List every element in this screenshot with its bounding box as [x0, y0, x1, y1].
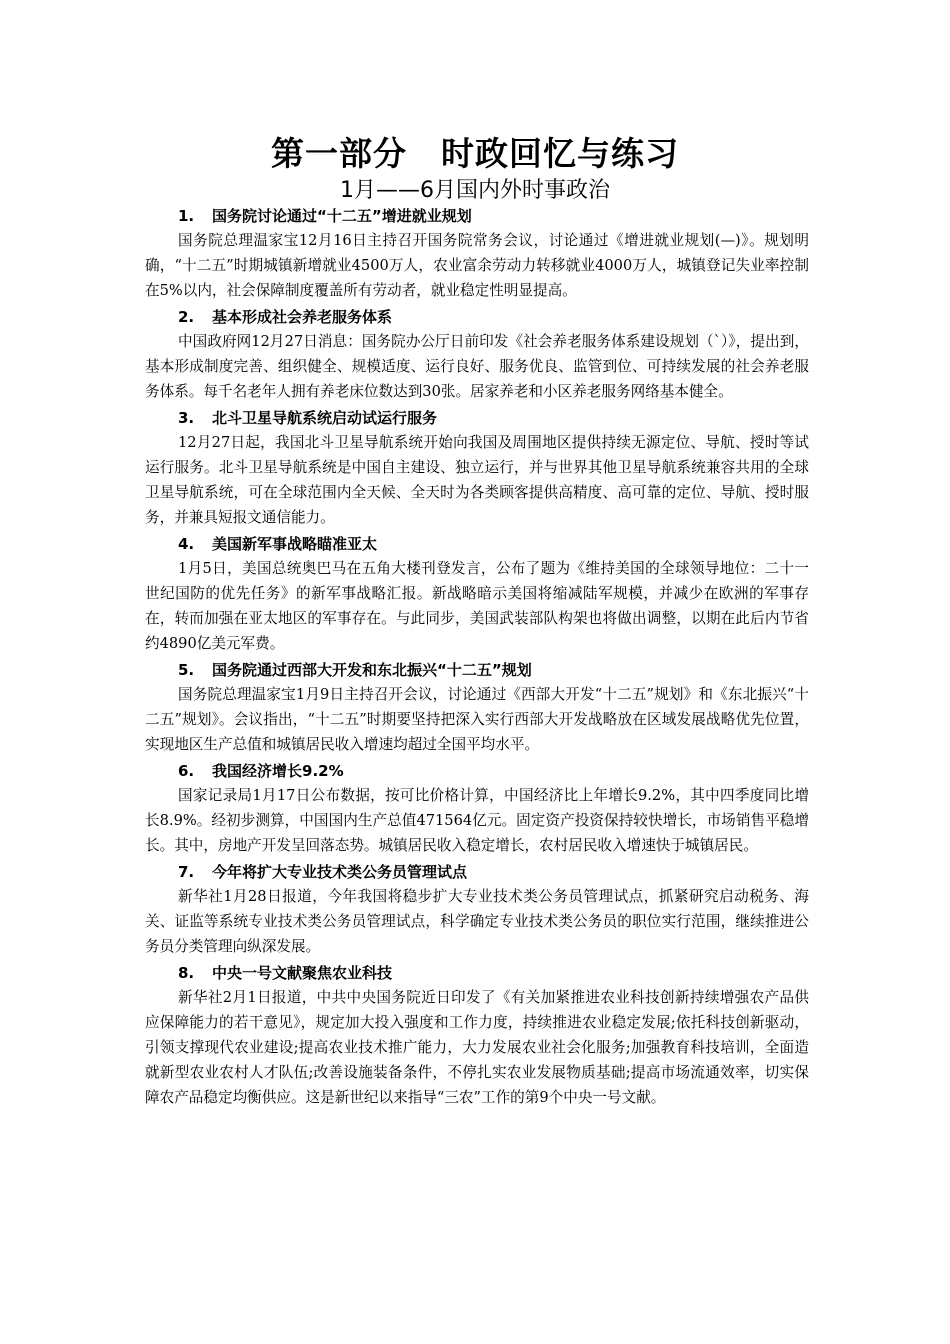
item-number: 4.	[178, 535, 195, 553]
item-number: 8.	[178, 964, 195, 982]
news-item	[145, 861, 809, 959]
news-item	[145, 205, 809, 303]
item-heading	[145, 306, 809, 328]
item-heading	[145, 533, 809, 555]
news-item	[145, 962, 809, 1110]
news-item	[145, 533, 809, 656]
news-item	[145, 306, 809, 404]
item-heading-text: 今年将扩大专业技术类公务员管理试点	[212, 863, 468, 881]
item-number: 6.	[178, 762, 195, 780]
item-number: 2.	[178, 308, 195, 326]
news-item	[145, 760, 809, 858]
item-number: 7.	[178, 863, 195, 881]
page-title: 第一部分 时政回忆与练习	[271, 134, 679, 173]
item-heading	[145, 962, 809, 984]
item-body: 国务院总理温家宝12月16日主持召开国务院常务会议，讨论通过《增进就业规划(—)》。规划明确，“十二五”时期城镇新增就业4500万人，农业富余劳动力转移就业4000万人，城镇登记失业率控制在5%以内，社会保障制度覆盖所有劳动者，就业稳定性明显提高。	[145, 232, 809, 299]
item-number: 1.	[178, 207, 195, 225]
item-heading	[145, 659, 809, 681]
item-number: 3.	[178, 409, 195, 427]
item-heading	[145, 205, 809, 227]
item-body: 国家记录局1月17日公布数据，按可比价格计算，中国经济比上年增长9.2%，其中四季度同比增长8.9%。经初步测算，中国国内生产总值471564亿元。固定资产投资保持较快增长，市场销售平稳增长。其中，房地产开发呈回落态势。城镇居民收入稳定增长，农村居民收入增速快于城镇居民。	[145, 787, 809, 854]
item-body: 国务院总理温家宝1月9日主持召开会议，讨论通过《西部大开发“十二五”规划》和《东北振兴“十二五”规划》。会议指出，“十二五”时期要坚持把深入实行西部大开发战略放在区域发展战略优先位置，实现地区生产总值和城镇居民收入增速均超过全国平均水平。	[145, 686, 809, 753]
item-heading-text: 我国经济增长9.2%	[212, 762, 344, 780]
item-heading-text: 基本形成社会养老服务体系	[212, 308, 393, 326]
item-heading	[145, 407, 809, 429]
item-number: 5.	[178, 661, 195, 679]
item-body: 1月5日，美国总统奥巴马在五角大楼刊登发言，公布了题为《维持美国的全球领导地位：二十一世纪国防的优先任务》的新军事战略汇报。新战略暗示美国将缩减陆军规模，并减少在欧洲的军事存在，转而加强在亚太地区的军事存在。与此同步，美国武装部队构架也将做出调整，以期在此后内节省约4890亿美元军费。	[145, 560, 809, 652]
article-list	[145, 202, 809, 1110]
news-item	[145, 659, 809, 757]
item-heading-text: 国务院讨论通过“十二五”增进就业规划	[212, 207, 472, 225]
item-body: 12月27日起，我国北斗卫星导航系统开始向我国及周围地区提供持续无源定位、导航、授时等试运行服务。北斗卫星导航系统是中国自主建设、独立运行，并与世界其他卫星导航系统兼容共用的全球卫星导航系统，可在全球范围内全天候、全天时为各类顾客提供高精度、高可靠的定位、导航、授时服务，并兼具短报文通信能力。	[145, 434, 809, 526]
item-heading	[145, 861, 809, 883]
item-heading	[145, 760, 809, 782]
item-heading-text: 国务院通过西部大开发和东北振兴“十二五”规划	[212, 661, 532, 679]
news-item	[145, 407, 809, 530]
item-body: 新华社2月1日报道，中共中央国务院近日印发了《有关加紧推进农业科技创新持续增强农产品供应保障能力的若干意见》，规定加大投入强度和工作力度，持续推进农业稳定发展;依托科技创新驱动，引领支撑现代农业建设;提高农业技术推广能力，大力发展农业社会化服务;加强教育科技培训，全面造就新型农业农村人才队伍;改善设施装备条件，不停扎实农业发展物质基础;提高市场流通效率，切实保障农产品稳定均衡供应。这是新世纪以来指导“三农”工作的第9个中央一号文献。	[145, 989, 809, 1106]
item-body: 新华社1月28日报道，今年我国将稳步扩大专业技术类公务员管理试点，抓紧研究启动税务、海关、证监等系统专业技术类公务员管理试点，科学确定专业技术类公务员的职位实行范围，继续推进公务员分类管理向纵深发展。	[145, 888, 809, 955]
item-heading-text: 中央一号文献聚焦农业科技	[212, 964, 393, 982]
item-heading-text: 北斗卫星导航系统启动试运行服务	[212, 409, 438, 427]
item-body: 中国政府网12月27日消息：国务院办公厅日前印发《社会养老服务体系建设规划（`）》，提出到，基本形成制度完善、组织健全、规模适度、运行良好、服务优良、监管到位、可持续发展的社会养老服务体系。每千名老年人拥有养老床位数达到30张。居家养老和小区养老服务网络基本健全。	[145, 333, 809, 400]
item-heading-text: 美国新军事战略瞄准亚太	[212, 535, 378, 553]
page-subtitle: 1月——6月国内外时事政治	[340, 178, 610, 203]
